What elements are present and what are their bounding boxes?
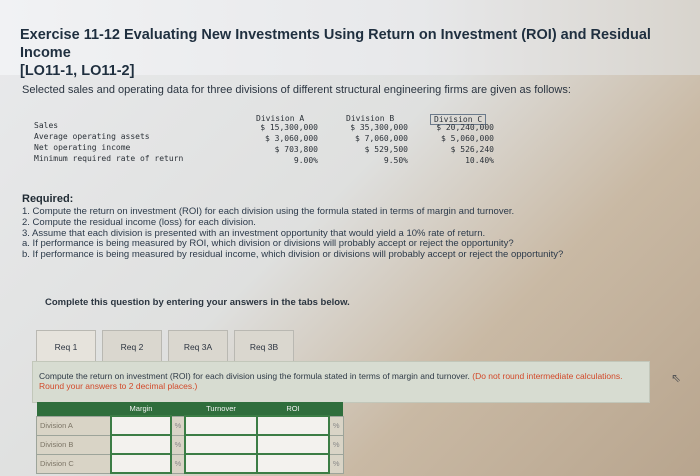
intro-text: Selected sales and operating data for three divisions of different structural engineering firms are given as follows: [22,84,571,96]
requirement-tabs [36,330,300,362]
sales-a: $ 15,300,000 [260,123,318,132]
header-turnover: Turnover [185,402,257,416]
answer-table-header [37,402,344,416]
table-row [37,435,344,454]
tab-req-1[interactable]: Req 1 [36,330,96,363]
assets-b: $ 7,060,000 [355,134,408,143]
percent-sign: % [329,435,343,454]
turnover-field[interactable] [186,417,256,434]
percent-sign: % [329,416,343,435]
margin-input-division-c[interactable] [111,454,171,473]
header-spacer [171,402,185,416]
min-return-b: 9.50% [383,156,408,165]
min-return-c: 10.40% [465,156,494,165]
margin-field[interactable] [112,455,170,472]
turnover-input-division-b[interactable] [185,435,257,454]
income-b: $ 529,500 [364,145,408,154]
header-blank [37,402,112,416]
margin-input-division-a[interactable] [111,416,171,435]
row-label-assets: Average operating assets [34,132,150,141]
division-b-header: Division B [346,114,395,123]
requirements-list [22,207,563,261]
roi-field[interactable] [258,455,328,472]
tab-req-3b[interactable]: Req 3B [234,330,294,363]
requirement-item: 2. Compute the residual income (loss) for each division. [22,216,256,228]
margin-field[interactable] [112,417,170,434]
table-row [37,416,344,435]
roi-input-division-a[interactable] [257,416,329,435]
turnover-field[interactable] [186,436,256,453]
table-row [37,454,344,473]
turnover-field[interactable] [186,455,256,472]
income-a: $ 703,800 [274,145,318,154]
page-header [0,0,700,79]
instruction-text: Complete this question by entering your answers in the tabs below. [45,297,350,308]
header-spacer [329,402,343,416]
division-a-header: Division A [256,114,305,123]
required-heading: Required: [22,193,74,205]
row-label-income: Net operating income [34,143,131,152]
mouse-cursor-icon: ⇖ [671,371,682,385]
percent-sign: % [171,435,185,454]
header-margin: Margin [111,402,171,416]
division-c-header: Division C [430,114,486,125]
row-label-division-c: Division C [37,454,112,473]
requirement-item: a. If performance is being measured by ROI, which division or divisions will probably accept or reject the opportunity? [22,238,514,250]
requirement-item: 1. Compute the return on investment (ROI) for each division using the formula stated in terms of margin and turnover. [22,206,515,217]
sales-b: $ 35,300,000 [350,123,408,132]
margin-input-division-b[interactable] [111,435,171,454]
sales-c: $ 20,240,000 [436,123,494,132]
min-return-a: 9.00% [293,156,318,165]
percent-sign: % [329,454,343,473]
turnover-input-division-c[interactable] [185,454,257,473]
tab-req-3a[interactable]: Req 3A [168,330,228,363]
tab-req-2[interactable]: Req 2 [102,330,162,363]
percent-sign: % [171,416,185,435]
percent-sign: % [171,454,185,473]
roi-input-division-c[interactable] [257,454,329,473]
page-title: Exercise 11-12 Evaluating New Investments Using Return on Investment (ROI) and Residual Income [LO11-1, LO11-2] [20,27,651,79]
row-label-division-b: Division B [37,435,112,454]
rounding-note: (Do not round intermediate calculations. Round your answers to 2 decimal places.) [39,371,623,391]
income-c: $ 526,240 [450,145,494,154]
panel-instructions: Compute the return on investment (ROI) for each division using the formula stated in terms of margin and turnover. (Do not round intermediate calculations. Round your answers to 2 decimal places.) [39,371,623,391]
roi-field[interactable] [258,436,328,453]
roi-answer-table [36,402,344,474]
assets-c: $ 5,060,000 [441,134,494,143]
roi-field[interactable] [258,417,328,434]
header-roi: ROI [257,402,329,416]
margin-field[interactable] [112,436,170,453]
tab-panel-req-1 [32,361,650,403]
assets-a: $ 3,060,000 [265,134,318,143]
row-label-min-return: Minimum required rate of return [34,154,184,163]
roi-input-division-b[interactable] [257,435,329,454]
row-label-division-a: Division A [37,416,112,435]
requirement-item: 3. Assume that each division is presented with an investment opportunity that would yield a 10% rate of return. [22,227,486,239]
requirement-item: b. If performance is being measured by residual income, which division or divisions will probably accept or reject the opportunity? [22,249,564,261]
turnover-input-division-a[interactable] [185,416,257,435]
divisions-data-table [34,114,506,174]
row-label-sales: Sales [34,121,59,130]
